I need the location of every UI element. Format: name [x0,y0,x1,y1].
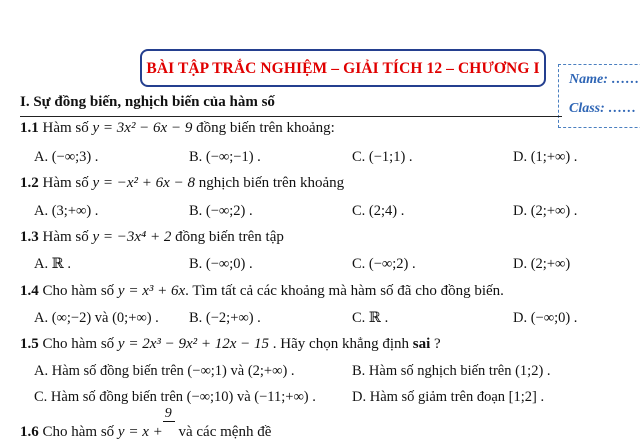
option-b[interactable]: B. Hàm số nghịch biến trên (1;2) . [352,363,551,379]
question-suffix: . Hãy chọn khẳng định [272,336,410,352]
question-1-2 [20,175,344,192]
question-prefix: Hàm số [42,120,89,136]
question-suffix: đồng biến trên tập [175,229,284,245]
fraction-bar [163,421,175,422]
question-suffix: đồng biến trên khoảng: [196,120,335,136]
option-b[interactable]: B. (−∞;2) . [189,203,253,219]
option-a[interactable]: A. (∞;−2) và (0;+∞) . [34,310,159,326]
name-label: Name: …… [569,72,640,87]
question-prefix: Hàm số [42,229,89,245]
option-d[interactable]: D. (2;+∞) [513,256,571,272]
fraction [163,406,175,436]
option-b[interactable]: B. (−∞;0) . [189,256,253,272]
question-number: 1.5 [20,336,39,352]
option-c[interactable]: C. Hàm số đồng biến trên (−∞;10) và (−11;+∞) . [34,389,316,405]
question-formula: y = 3x² − 6x − 9 [92,120,193,136]
question-prefix: Hàm số [42,175,89,191]
section-divider [20,116,562,117]
question-suffix: . Tìm tất cả các khoảng mà hàm số đã cho đồng biến. [185,283,504,299]
question-1-1 [20,120,335,137]
option-d[interactable]: D. (1;+∞) . [513,149,578,165]
question-number: 1.3 [20,229,39,245]
question-1-4 [20,283,504,300]
title-box [140,49,546,87]
question-formula: y = −3x⁴ + 2 [92,229,172,245]
option-d[interactable]: D. (−∞;0) . [513,310,578,326]
option-d[interactable]: D. Hàm số giảm trên đoạn [1;2] . [352,389,545,405]
option-a[interactable]: A. Hàm số đồng biến trên (−∞;1) và (2;+∞) . [34,363,295,379]
option-a[interactable]: A. (−∞;3) . [34,149,99,165]
option-b[interactable]: B. (−∞;−1) . [189,149,261,165]
option-a[interactable]: A. ℝ . [34,256,72,272]
question-prefix: Cho hàm số [42,336,115,352]
fraction-numerator: 9 [164,406,172,421]
question-suffix: nghịch biến trên khoảng [198,175,345,191]
class-label: Class: …… [569,101,637,116]
question-1-6 [20,406,272,441]
question-1-3 [20,229,284,246]
option-d[interactable]: D. (2;+∞) . [513,203,578,219]
question-number: 1.4 [20,283,39,299]
worksheet-title: BÀI TẬP TRẮC NGHIỆM – GIẢI TÍCH 12 – CHƯƠNG I [146,60,540,77]
option-c[interactable]: C. (2;4) . [352,203,405,219]
question-formula: y = x³ + 6x [117,283,186,299]
question-emphasis: sai [412,336,431,352]
question-prefix: Cho hàm số [42,424,115,440]
option-c[interactable]: C. (−1;1) . [352,149,413,165]
question-prefix: Cho hàm số [42,283,115,299]
question-formula: y = −x² + 6x − 8 [92,175,195,191]
question-formula: y = x + [117,424,163,440]
option-c[interactable]: C. ℝ . [352,310,389,326]
question-suffix: và các mệnh đề [178,424,272,440]
section-heading: I. Sự đồng biến, nghịch biến của hàm số [20,94,275,110]
option-c[interactable]: C. (−∞;2) . [352,256,416,272]
option-b[interactable]: B. (−2;+∞) . [189,310,261,326]
question-1-5 [20,336,441,353]
student-info-box [558,64,640,128]
option-a[interactable]: A. (3;+∞) . [34,203,99,219]
question-number: 1.2 [20,175,39,191]
question-end: ? [434,336,441,352]
question-number: 1.6 [20,424,39,440]
question-number: 1.1 [20,120,39,136]
question-formula: y = 2x³ − 9x² + 12x − 15 [117,336,270,352]
